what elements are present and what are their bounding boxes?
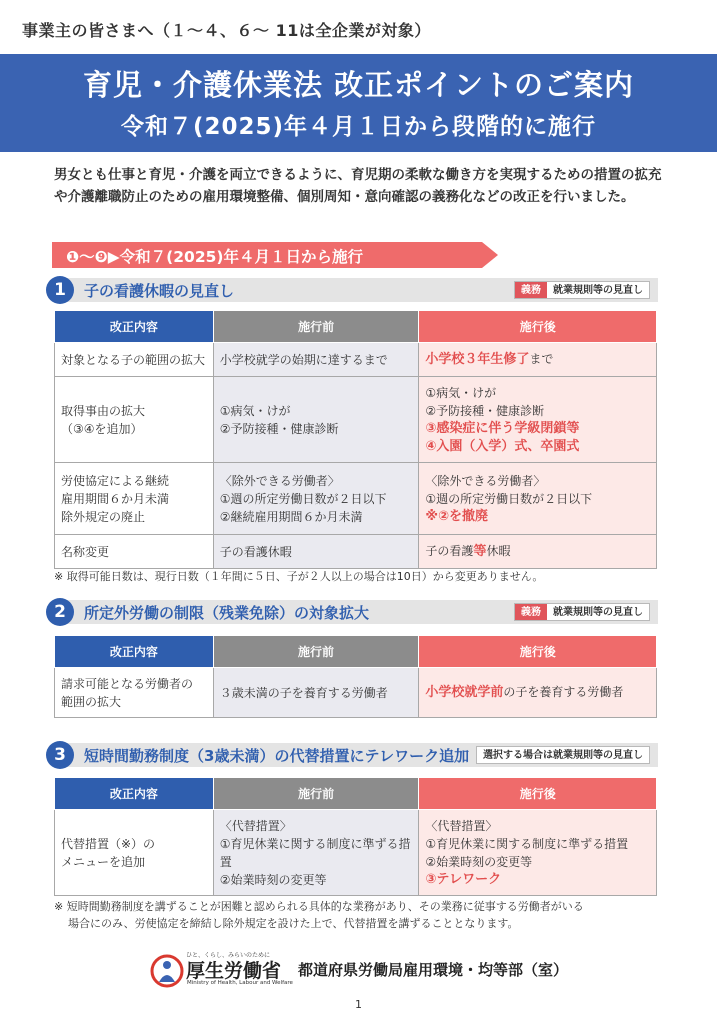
column-header: 改正内容 <box>55 636 214 668</box>
column-header: 施行前 <box>213 636 419 668</box>
item-line: （③④を追加） <box>61 421 143 436</box>
table-row <box>55 668 657 718</box>
highlight-line: ③感染症に伴う学級閉鎖等 <box>425 420 580 436</box>
item-line: 代替措置（※）の <box>61 836 156 851</box>
table-header-row <box>55 636 657 668</box>
obligation-tags <box>476 746 650 764</box>
before-cell: ３歳未満の子を養育する労働者 <box>213 668 419 718</box>
highlight-text: 小学校３年生修了 <box>425 352 530 367</box>
after-cell <box>419 463 657 535</box>
after-cell <box>419 343 657 377</box>
table-header-row <box>55 311 657 343</box>
after-cell <box>419 377 657 463</box>
change-item <box>55 810 214 896</box>
column-header: 施行後 <box>419 311 657 343</box>
section-3-note <box>54 898 584 932</box>
before-line: ①育児休業に関する制度に準ずる措置 <box>219 836 411 869</box>
after-text: 子の看護 <box>425 544 474 558</box>
section-1-note: ※ 取得可能日数は、現行日数（１年間に５日、子が２人以上の場合は10日）から変更ありません。 <box>54 570 544 583</box>
highlight-line: ③テレワーク <box>425 871 502 887</box>
column-header: 施行前 <box>213 311 419 343</box>
before-cell: 子の看護休暇 <box>213 535 419 569</box>
before-line: ②始業時刻の変更等 <box>219 872 327 887</box>
section-1-table <box>54 310 657 569</box>
item-line: 範囲の拡大 <box>61 694 122 709</box>
after-line: 〈代替措置〉 <box>425 818 498 833</box>
ministry-name: 厚生労働省 <box>186 960 282 982</box>
column-header: 改正内容 <box>55 778 214 810</box>
after-line: ①育児休業に関する制度に準ずる措置 <box>425 836 629 851</box>
section-1-header <box>46 276 658 306</box>
note-line: ※ 短時間勤務制度を講ずることが困難と認められる具体的な業務があり、その業務に従事する労働者がいる <box>54 900 584 913</box>
highlight-text: 等 <box>473 544 487 559</box>
change-item <box>55 377 214 463</box>
table-row <box>55 463 657 535</box>
after-line: ①病気・けが <box>425 385 497 400</box>
table-row <box>55 810 657 896</box>
item-line: 取得事由の拡大 <box>61 403 146 418</box>
section-2-table <box>54 635 657 718</box>
before-line: ①病気・けが <box>219 403 291 418</box>
after-cell <box>419 810 657 896</box>
office-name: 都道府県労働局雇用環境・均等部（室） <box>298 961 569 979</box>
before-line: ②継続雇用期間６か月未満 <box>219 509 363 524</box>
before-line: 〈除外できる労働者〉 <box>219 473 340 488</box>
before-line: 〈代替措置〉 <box>219 818 292 833</box>
rules-review-badge: 就業規則等の見直し <box>553 607 643 618</box>
item-line: 雇用期間６か月未満 <box>61 491 170 506</box>
before-line: ②予防接種・健康診断 <box>219 421 339 436</box>
before-cell <box>213 377 419 463</box>
after-text: 休暇 <box>486 544 511 558</box>
after-line: 〈除外できる労働者〉 <box>425 473 546 488</box>
section-2-header <box>46 598 658 628</box>
before-line: ①週の所定労働日数が２日以下 <box>219 491 387 506</box>
obligation-badge: 義務 <box>515 604 547 620</box>
section-number: 3 <box>46 741 74 769</box>
ministry-name-en: Ministry of Health, Labour and Welfare <box>187 980 293 986</box>
after-cell <box>419 668 657 718</box>
section-number: 1 <box>46 276 74 304</box>
after-cell <box>419 535 657 569</box>
ministry-logo-icon <box>150 954 184 988</box>
effective-date-label: ❶～❾▶令和７(2025)年４月１日から施行 <box>66 248 363 266</box>
table-row <box>55 377 657 463</box>
item-line: 請求可能となる労働者の <box>61 676 194 691</box>
item-line: メニューを追加 <box>61 854 146 869</box>
section-title: 子の看護休暇の見直し <box>84 282 235 300</box>
after-text: の子を養育する労働者 <box>503 685 624 699</box>
highlight-line: ④入園（入学）式、卒園式 <box>425 438 580 454</box>
before-cell: 小学校就学の始期に達するまで <box>213 343 419 377</box>
audience-note: 事業主の皆さまへ（１～４、６～ 11は全企業が対象） <box>22 21 431 40</box>
table-header-row <box>55 778 657 810</box>
column-header: 改正内容 <box>55 311 214 343</box>
section-3-table <box>54 777 657 896</box>
before-cell <box>213 463 419 535</box>
rules-review-badge: 就業規則等の見直し <box>553 285 643 296</box>
item-line: 除外規定の廃止 <box>61 509 146 524</box>
section-title: 所定外労働の制限（残業免除）の対象拡大 <box>84 604 370 622</box>
title-banner <box>0 54 717 152</box>
page-subtitle: 令和７(2025)年４月１日から段階的に施行 <box>120 114 597 140</box>
obligation-tags <box>514 281 650 299</box>
after-line: ②始業時刻の変更等 <box>425 854 533 869</box>
highlight-line: ※②を撤廃 <box>425 508 489 524</box>
change-item: 対象となる子の範囲の拡大 <box>55 343 214 377</box>
after-line: ①週の所定労働日数が２日以下 <box>425 491 593 506</box>
section-number: 2 <box>46 598 74 626</box>
footer <box>150 950 590 990</box>
change-item: 名称変更 <box>55 535 214 569</box>
column-header: 施行前 <box>213 778 419 810</box>
before-cell <box>213 810 419 896</box>
intro-text: 男女とも仕事と育児・介護を両立できるように、育児期の柔軟な働き方を実現するための措置の拡充や介護離職防止のための雇用環境整備、個別周知・意向確認の義務化などの改正を行いました。 <box>54 167 662 205</box>
obligation-tags <box>514 603 650 621</box>
after-line: ②予防接種・健康診断 <box>425 403 545 418</box>
table-row <box>55 535 657 569</box>
obligation-badge: 義務 <box>515 282 547 298</box>
highlight-text: 小学校就学前 <box>425 685 504 700</box>
after-text: まで <box>529 352 554 366</box>
page-title: 育児・介護休業法 改正ポイントのご案内 <box>82 68 635 102</box>
effective-date-band <box>52 242 498 268</box>
change-item <box>55 668 214 718</box>
change-item <box>55 463 214 535</box>
page-number: 1 <box>355 998 362 1011</box>
rules-review-badge: 選択する場合は就業規則等の見直し <box>483 750 643 761</box>
ministry-tagline: ひと、くらし、みらいのために <box>186 952 271 959</box>
table-row <box>55 343 657 377</box>
section-3-header <box>46 741 658 771</box>
item-line: 労使協定による継続 <box>61 473 170 488</box>
column-header: 施行後 <box>419 778 657 810</box>
column-header: 施行後 <box>419 636 657 668</box>
section-title: 短時間勤務制度（3歳未満）の代替措置にテレワーク追加 <box>84 747 470 765</box>
note-line: 場合にのみ、労使協定を締結し除外規定を設けた上で、代替措置を講ずることとなります。 <box>68 917 519 930</box>
